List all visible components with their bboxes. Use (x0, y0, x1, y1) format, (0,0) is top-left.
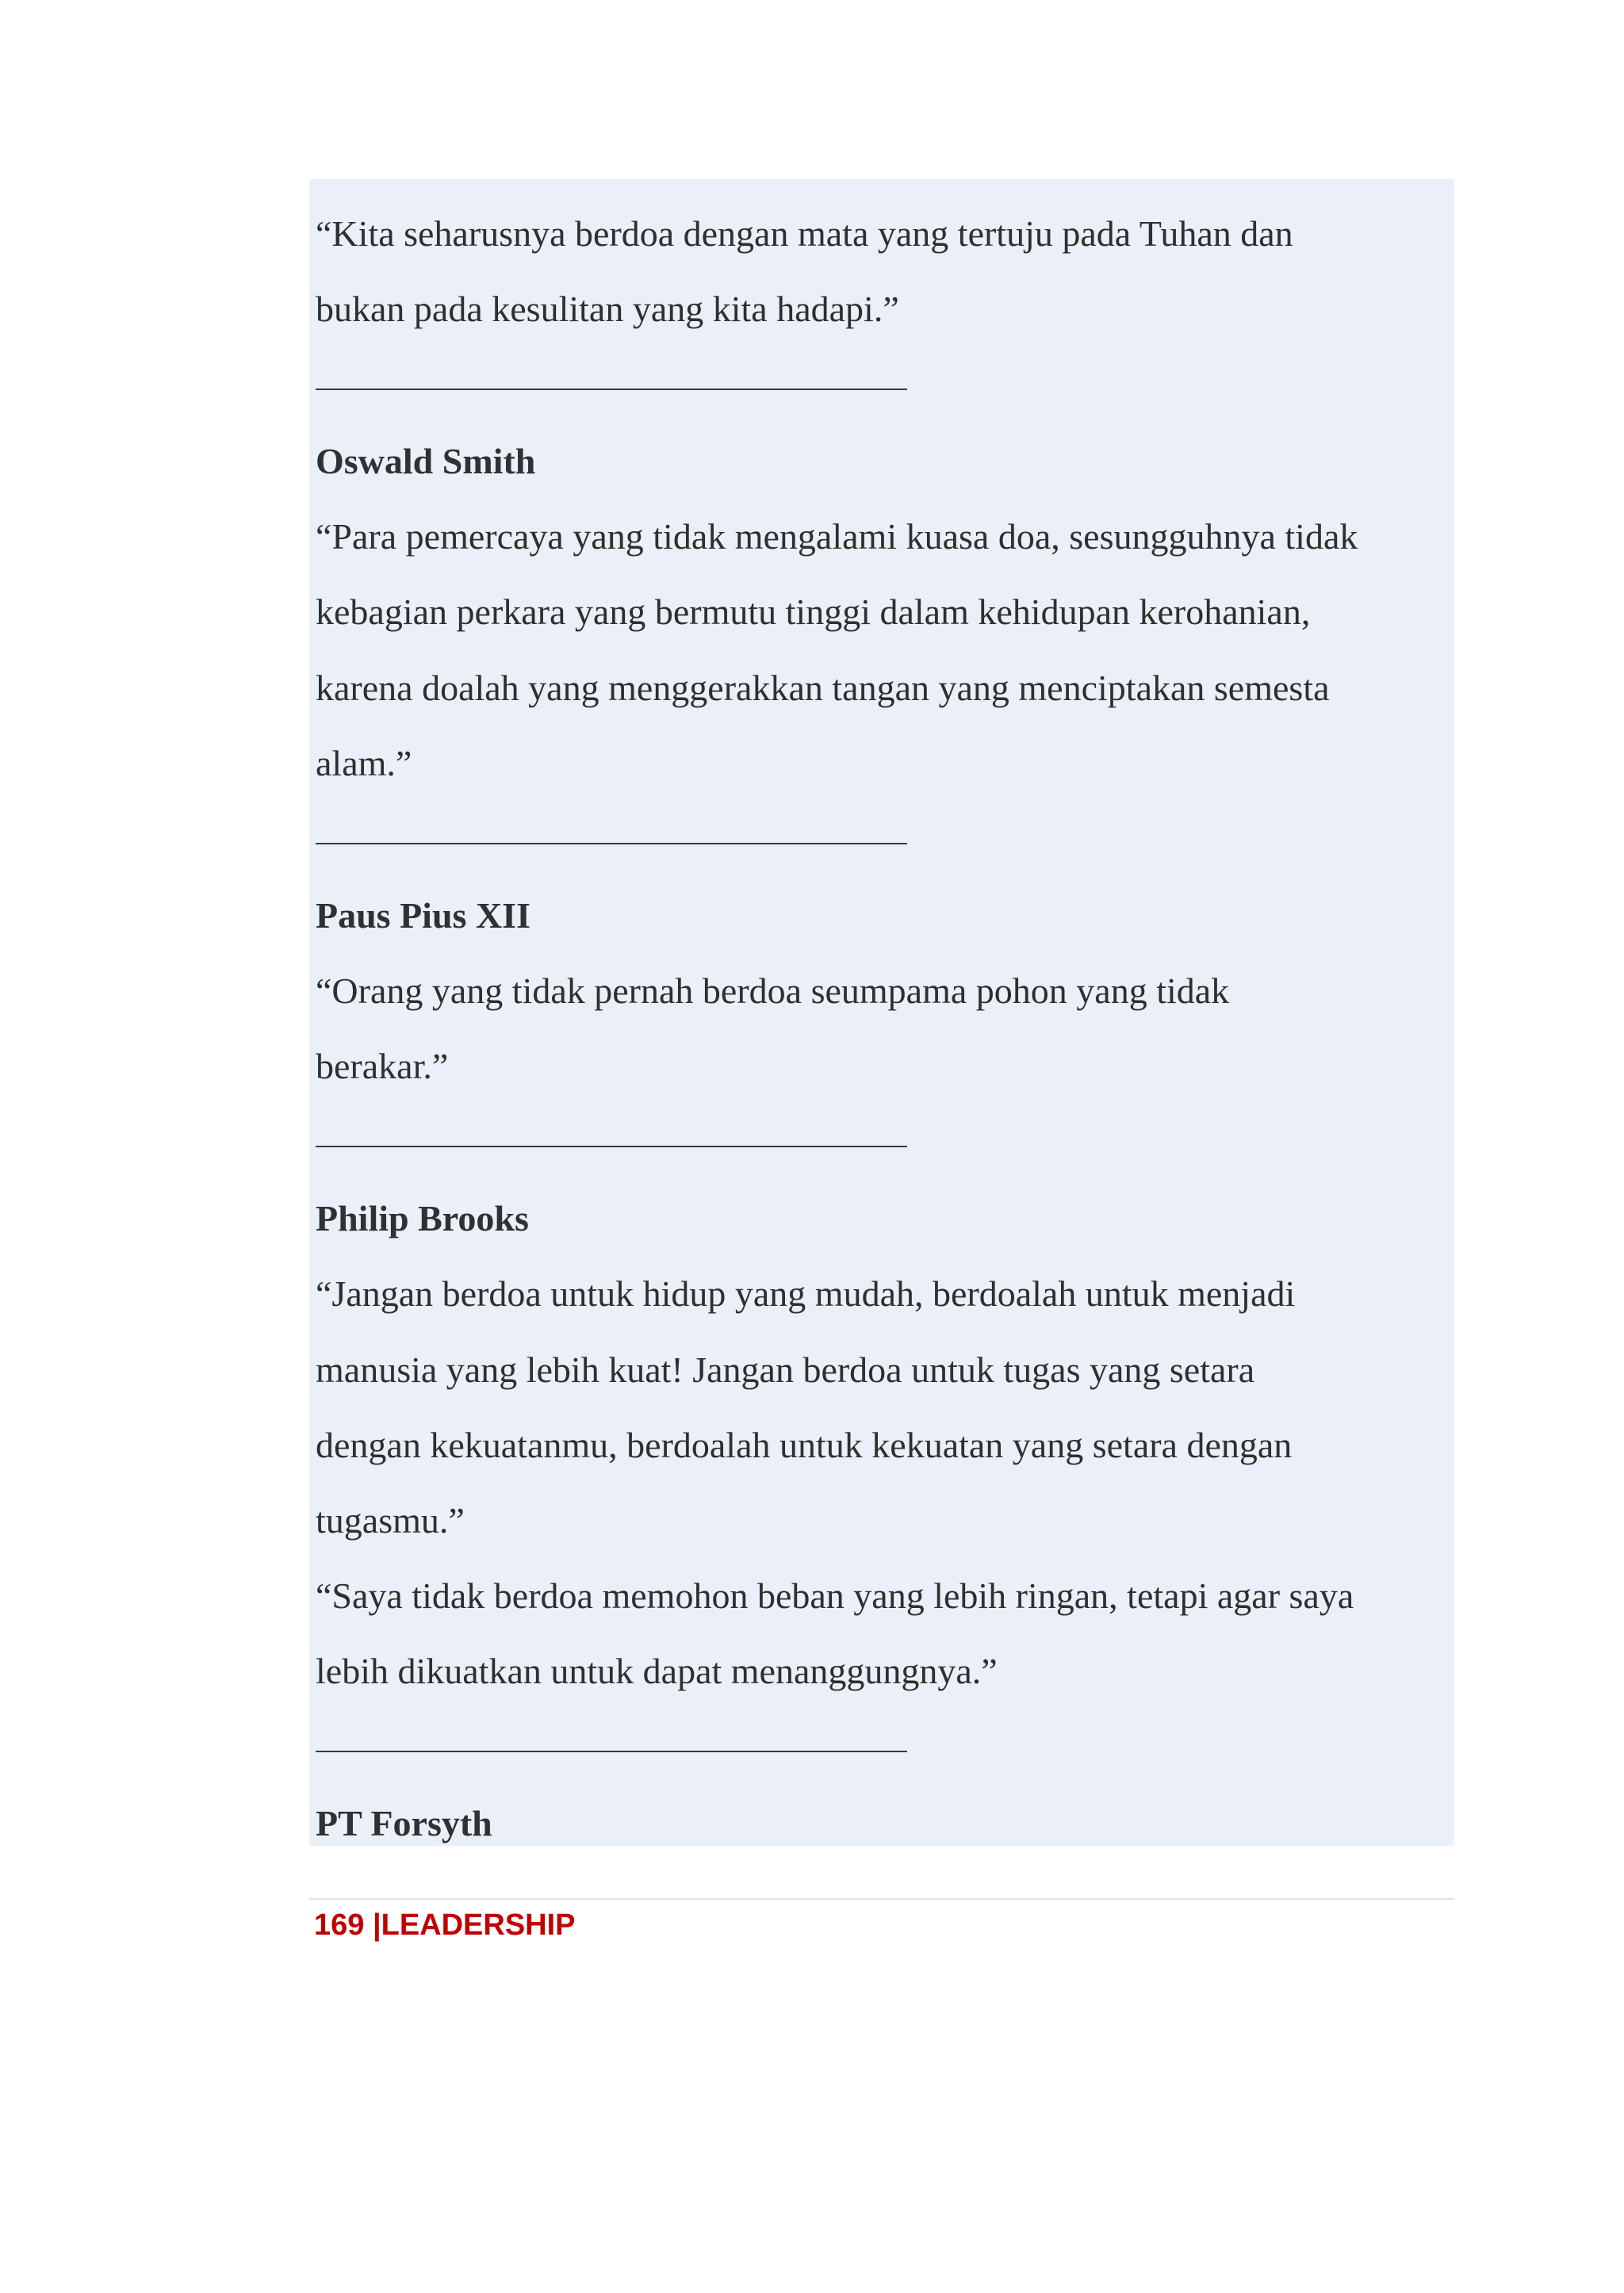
footer-divider (309, 1898, 1454, 1900)
author-name: Philip Brooks (316, 1198, 529, 1238)
quote-text-line: “Orang yang tidak pernah berdoa seumpama pohon yang tidak (316, 970, 1230, 1011)
separator-rule (316, 1751, 907, 1752)
separator-rule (316, 389, 907, 390)
book-title: LEADERSHIP (381, 1908, 576, 1942)
separator-rule (316, 1146, 907, 1147)
quote-text-line: karena doalah yang menggerakkan tangan yang menciptakan semesta (316, 668, 1330, 708)
quote-text-line: dengan kekuatanmu, berdoalah untuk kekuatan yang setara dengan (316, 1425, 1293, 1465)
quote-text-line: “Kita seharusnya berdoa dengan mata yang tertuju pada Tuhan dan (316, 213, 1293, 254)
quote-text-line: manusia yang lebih kuat! Jangan berdoa untuk tugas yang setara (316, 1349, 1255, 1390)
quote-text-line: kebagian perkara yang bermutu tinggi dalam kehidupan kerohanian, (316, 591, 1311, 632)
quote-text-line: lebih dikuatkan untuk dapat menanggungnya.” (316, 1651, 998, 1691)
separator-rule (316, 843, 907, 844)
quote-text-line: “Saya tidak berdoa memohon beban yang lebih ringan, tetapi agar saya (316, 1575, 1354, 1616)
quote-text-line: “Para pemercaya yang tidak mengalami kuasa doa, sesungguhnya tidak (316, 516, 1358, 557)
page-number: 169 (314, 1908, 365, 1942)
quote-text-line: “Jangan berdoa untuk hidup yang mudah, berdoalah untuk menjadi (316, 1273, 1296, 1314)
footer-separator: | (364, 1908, 381, 1942)
author-name: Paus Pius XII (316, 895, 530, 936)
page-footer (314, 1903, 576, 1947)
quote-text-line: berakar.” (316, 1046, 449, 1086)
author-name: Oswald Smith (316, 441, 536, 481)
quote-text-line: bukan pada kesulitan yang kita hadapi.” (316, 289, 899, 329)
quote-text-line: alam.” (316, 743, 412, 783)
author-name: PT Forsyth (316, 1803, 492, 1843)
quote-text-line: tugasmu.” (316, 1500, 465, 1541)
